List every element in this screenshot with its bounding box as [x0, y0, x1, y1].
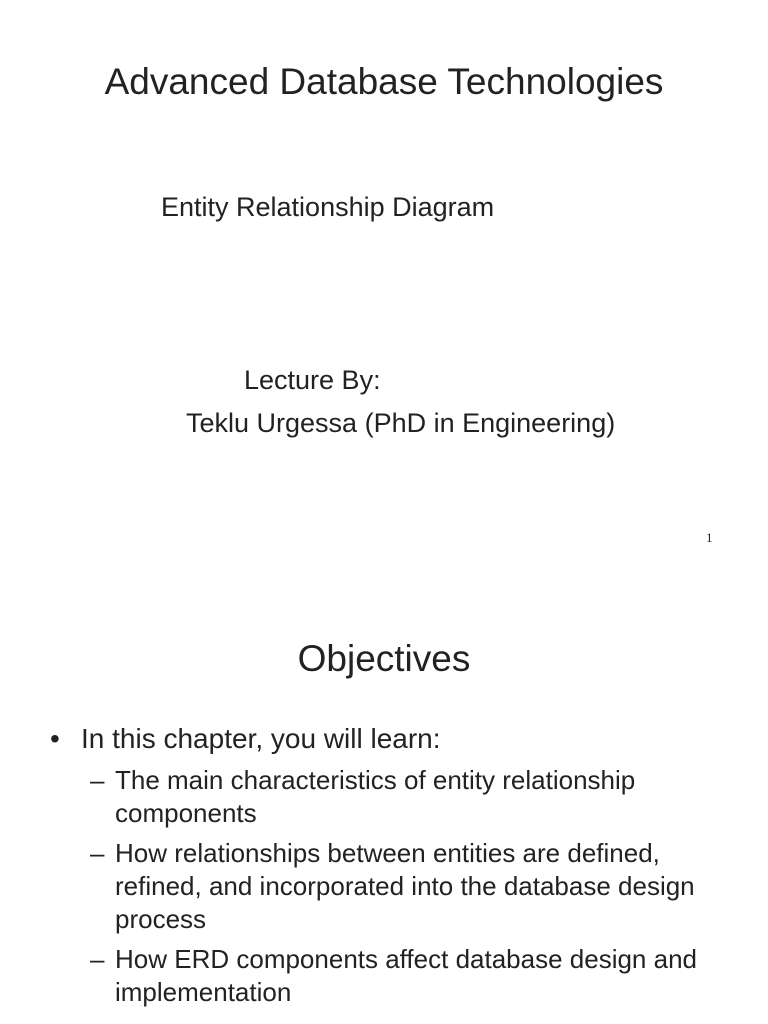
dash-icon: –: [90, 765, 105, 795]
page-number: 1: [706, 530, 713, 545]
dash-icon: –: [90, 944, 105, 974]
lecture-by-label: Lecture By:: [244, 365, 381, 395]
slide-title: Advanced Database Technologies: [104, 61, 664, 102]
objectives-list: [90, 764, 730, 1016]
lecturer-name: Teklu Urgessa (PhD in Engineering): [186, 408, 616, 438]
bullet-text: In this chapter, you will learn:: [81, 723, 441, 754]
bullet-icon: •: [50, 723, 60, 754]
list-item-text: How ERD components affect database design and implementation: [115, 944, 697, 1007]
dash-icon: –: [90, 838, 105, 868]
list-item: [90, 837, 730, 936]
slide-title: Objectives: [297, 638, 471, 679]
list-item: [90, 764, 730, 830]
list-item-text: The main characteristics of entity relationship components: [115, 765, 636, 828]
slide-subtitle: Entity Relationship Diagram: [161, 192, 495, 222]
list-item-text: How relationships between entities are defined, refined, and incorporated into the database design process: [115, 838, 695, 934]
list-item: [90, 943, 730, 1009]
objectives-slide: [0, 576, 768, 1024]
